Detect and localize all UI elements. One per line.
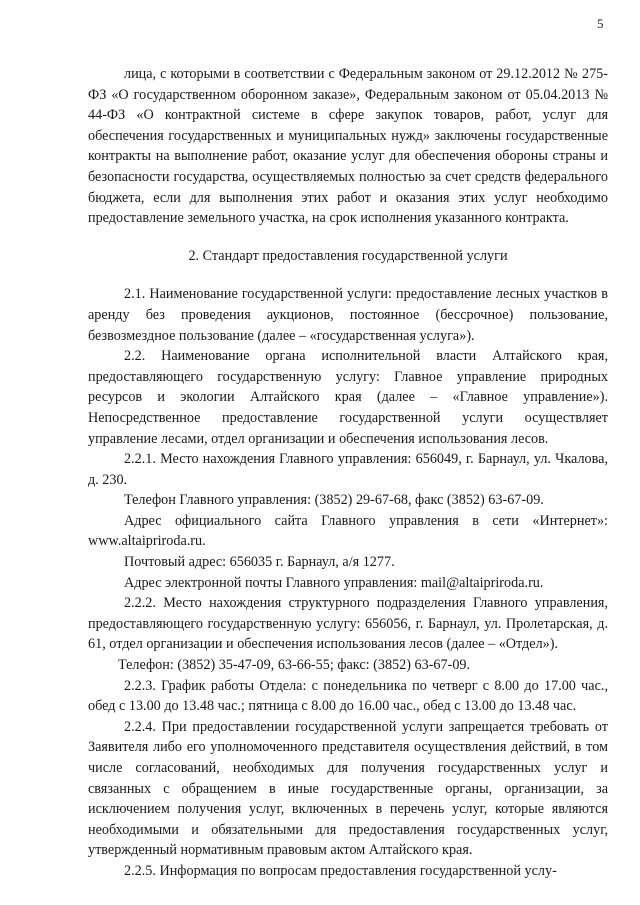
paragraph-2-2-2: 2.2.2. Место нахождения структурного подразделения Главного управления, предоставляющего государственную услугу: 656056, г. Барнаул, ул. Пролетарская, д. 61, отдел организации и обеспечения использования лесов (далее – «Отдел»).: [88, 595, 608, 653]
paragraph-2-2-1: 2.2.1. Место нахождения Главного управления: 656049, г. Барнаул, ул. Чкалова, д. 230.: [88, 451, 608, 488]
paragraph-2-2-5: 2.2.5. Информация по вопросам предоставления государственной услу-: [124, 862, 557, 879]
paragraph-postal-address: Почтовый адрес: 656035 г. Барнаул, а/я 1277.: [124, 554, 395, 571]
paragraph-email: Адрес электронной почты Главного управления: mail@altaipriroda.ru.: [124, 574, 544, 591]
paragraph-2-2: 2.2. Наименование органа исполнительной власти Алтайского края, предоставляющего государственную услугу: Главное управление природных ресурсов и экологии Алтайского края (далее – «Главное управление»). Непосредственное предоставление государственной услуги осуществляет управление лесами, отдел организации и обеспечения использования лесов.: [88, 348, 608, 447]
paragraph-department-phone: Телефон: (3852) 35-47-09, 63-66-55; факс: (3852) 63-67-09.: [118, 657, 471, 674]
page-number: 5: [597, 16, 604, 31]
paragraph-website: Адрес официального сайта Главного управления в сети «Интернет»: www.altaipriroda.ru.: [88, 512, 608, 550]
paragraph-2-2-3: 2.2.3. График работы Отдела: с понедельника по четверг с 8.00 до 17.00 час., обед с 13.00 до 13.48 час.; пятница с 8.00 до 16.00 час., обед с 13.00 до 13.48 час.: [88, 677, 608, 715]
document-body: [88, 64, 608, 882]
paragraph-contract-persons: лица, с которыми в соответствии с Федеральным законом от 29.12.2012 № 275-ФЗ «О государственном оборонном заказе», Федеральным законом от 05.04.2013 № 44-ФЗ «О контрактной системе в сфере закупок товаров, работ, услуг для обеспечения государственных и муниципальных нужд» заключены государственные контракты на выполнение работ, оказание услуг для обеспечения обороны страны и безопасности государства, осуществляемых полностью за счет средств федерального бюджета, если для выполнения этих работ и оказания этих услуг необходимо предоставление земельного участка, на срок исполнения указанного контракта.: [88, 66, 608, 227]
paragraph-phone: Телефон Главного управления: (3852) 29-67-68, факс (3852) 63-67-09.: [124, 492, 544, 509]
paragraph-2-1: 2.1. Наименование государственной услуги: предоставление лесных участков в аренду без проведения аукционов, постоянное (бессрочное) пользование, безвозмездное пользование (далее – «государственная услуга»).: [88, 286, 608, 344]
section-heading: 2. Стандарт предоставления государственной услуги: [188, 247, 508, 264]
paragraph-2-2-4: 2.2.4. При предоставлении государственной услуги запрещается требовать от Заявителя либо его уполномоченного представителя осуществления действий, в том числе согласований, необходимых для получения государственных услуг и связанных с обращением в иные государственные органы, организации, за исключением получения услуг, включенных в перечень услуг, которые являются необходимыми и обязательными для предоставления государственных услуг, утвержденный нормативным правовым актом Алтайского края.: [88, 718, 608, 859]
